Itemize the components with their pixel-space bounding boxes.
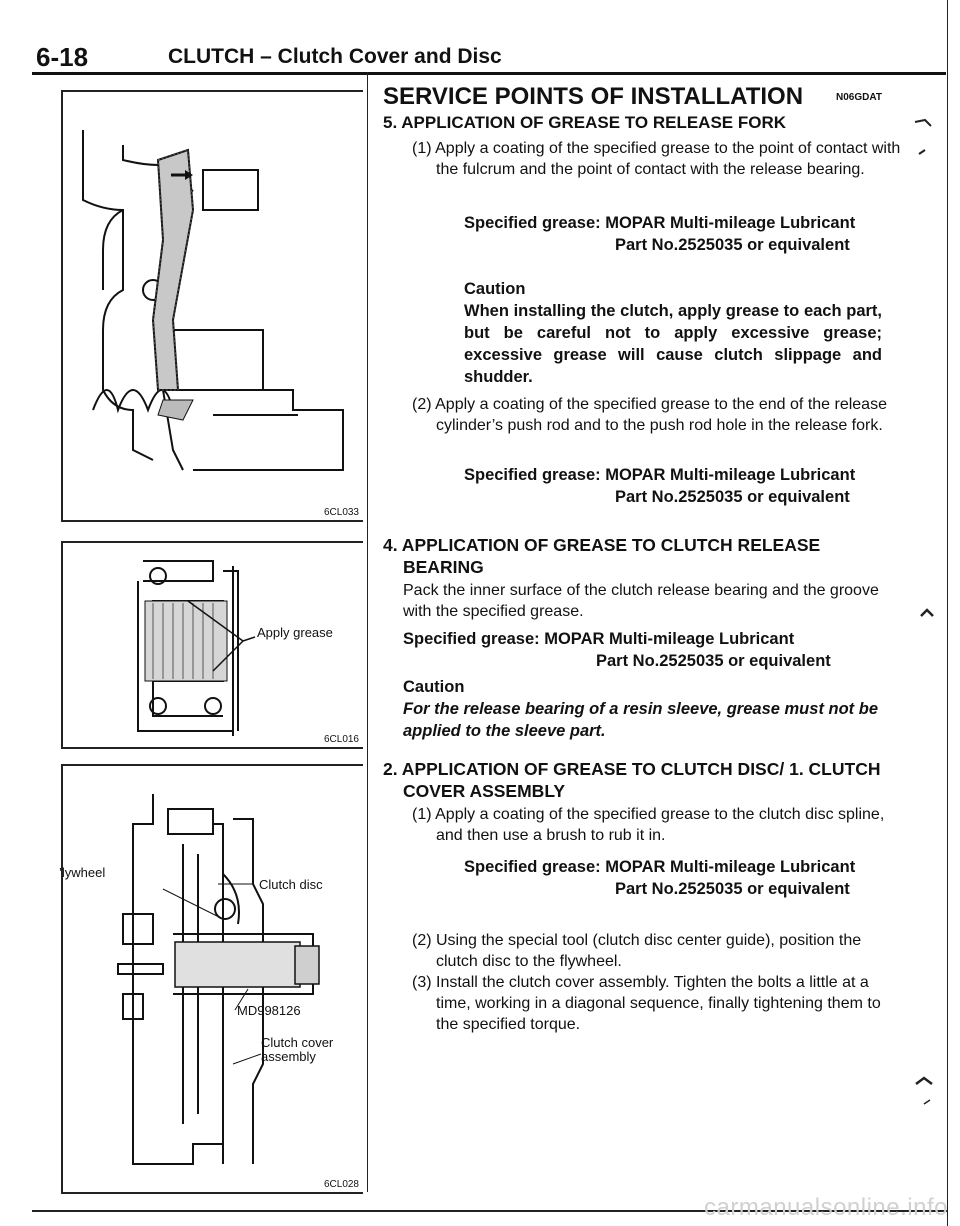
step-5-spec-1-line-2: Part No.2525035 or equivalent [615, 236, 850, 254]
page-number: 6-18 [36, 42, 89, 72]
step-5-item-1: (1) Apply a coating of the specified grease to the point of contact with the fulcrum and the point of contact with the release bearing. [412, 140, 901, 178]
step-5-heading: 5. APPLICATION OF GREASE TO RELEASE FORK [383, 113, 787, 132]
figure-code: 6CL033 [323, 507, 359, 518]
figure-release-fork [61, 90, 363, 522]
section-title: SERVICE POINTS OF INSTALLATION [383, 83, 804, 110]
scan-mark-top [895, 110, 935, 170]
step-2-item-1: (1) Apply a coating of the specified grease to the clutch disc spline, and then use a brush to rub it in. [412, 806, 885, 844]
page-edge-line [947, 0, 948, 1226]
step-2-item-3: (3) Install the clutch cover assembly. Tighten the bolts a little at a time, working in a diagonal sequence, finally tightening them to the specified torque. [412, 974, 881, 1033]
scan-mark-mid [915, 600, 945, 640]
step-4-caution-label: Caution [403, 678, 465, 696]
step-4-caution-text: For the release bearing of a resin sleeve, grease must not be applied to the sleeve part. [403, 700, 879, 740]
step-5-item-2: (2) Apply a coating of the specified grease to the end of the release cylinder’s push rod and to the push rod hole in the release fork. [412, 396, 887, 434]
header-rule [32, 72, 946, 75]
step-4-heading: 4. APPLICATION OF GREASE TO CLUTCH RELEASE BEARING [383, 535, 821, 577]
step-5-spec-2-line-2: Part No.2525035 or equivalent [615, 488, 850, 506]
step-5-caution-text: When installing the clutch, apply grease to each part, but be careful not to apply excessive grease; excessive grease will cause clutch slippage and shudder. [464, 302, 882, 386]
release-bearing-illustration [63, 541, 363, 747]
figure-release-bearing [61, 541, 363, 749]
callout-flywheel: ’lywheel [59, 865, 106, 880]
callout-assembly: assembly [261, 1049, 316, 1064]
callout-clutch-cover: Clutch cover [261, 1035, 334, 1050]
step-2-spec-line-1: Specified grease: MOPAR Multi-mileage Lubricant [464, 858, 856, 876]
step-2-item-2: (2) Using the special tool (clutch disc center guide), position the clutch disc to the flywheel. [412, 932, 862, 970]
clutch-assembly-illustration [63, 764, 363, 1192]
step-4-text: Pack the inner surface of the clutch release bearing and the groove with the specified grease. [403, 582, 879, 620]
step-2-spec-line-2: Part No.2525035 or equivalent [615, 880, 850, 898]
callout-clutch-disc: Clutch disc [259, 877, 323, 892]
callout-apply-grease: Apply grease [257, 625, 333, 640]
step-2-heading: 2. APPLICATION OF GREASE TO CLUTCH DISC/ 1. CLUTCH COVER ASSEMBLY [383, 759, 881, 801]
figure-code: 6CL028 [323, 1179, 359, 1190]
step-5-caution-label: Caution [464, 280, 526, 298]
callout-md998126: MD998126 [237, 1003, 301, 1018]
column-divider [367, 72, 368, 1192]
figure-code: 6CL016 [323, 734, 359, 745]
page-header [36, 42, 946, 72]
section-code: N06GDAT [836, 92, 882, 103]
page-title: CLUTCH – Clutch Cover and Disc [168, 45, 502, 68]
figure-clutch-disc-install [61, 764, 363, 1194]
scan-mark-bottom [910, 1070, 940, 1110]
step-5-spec-2-line-1: Specified grease: MOPAR Multi-mileage Lubricant [464, 466, 856, 484]
step-4-spec-line-2: Part No.2525035 or equivalent [596, 652, 831, 670]
release-fork-illustration [63, 90, 363, 520]
step-4-spec-line-1: Specified grease: MOPAR Multi-mileage Lubricant [403, 630, 795, 648]
watermark: carmanualsonline.info [704, 1194, 948, 1221]
step-5-spec-1-line-1: Specified grease: MOPAR Multi-mileage Lubricant [464, 214, 856, 232]
